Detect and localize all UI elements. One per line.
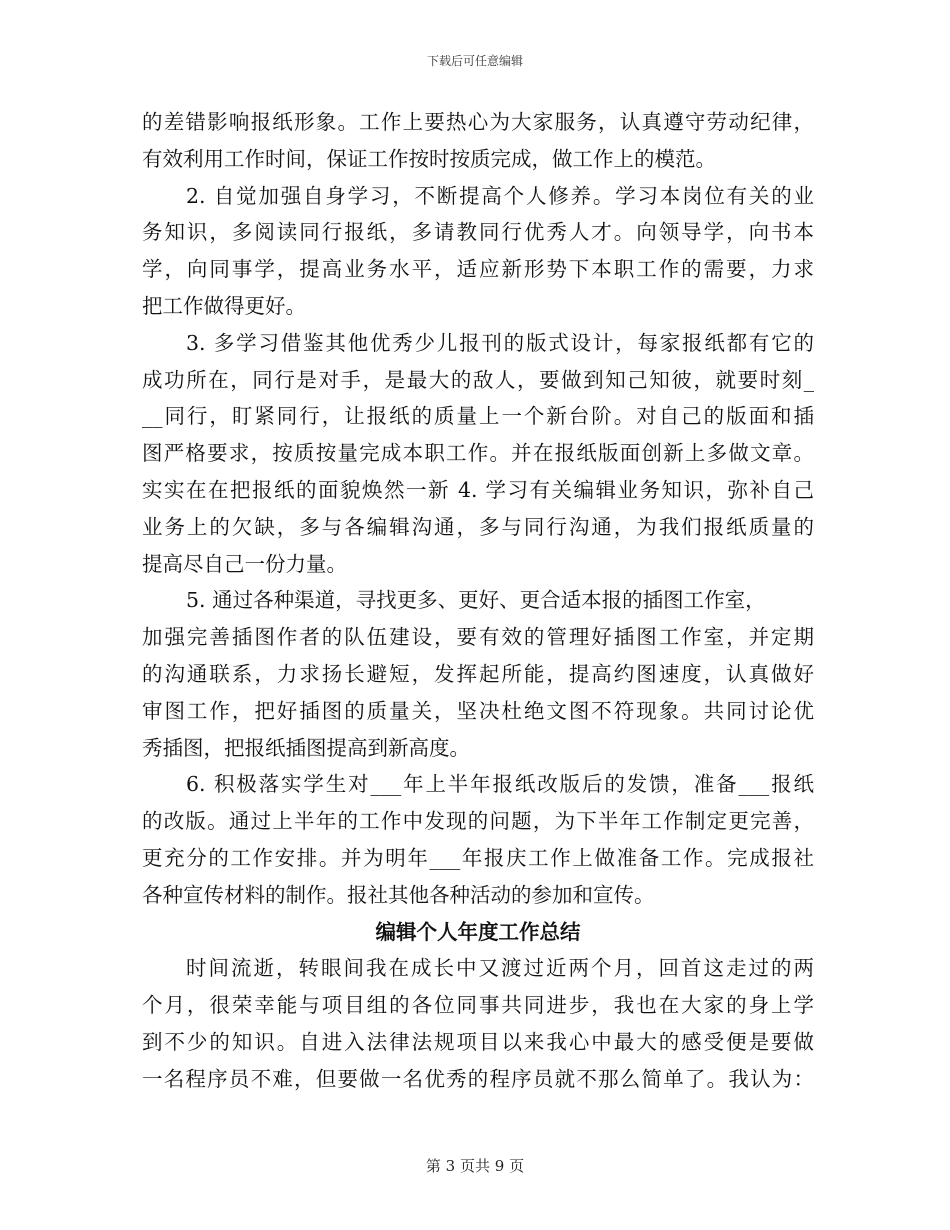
body-line: 秀插图，把报纸插图提高到新高度。: [142, 735, 470, 760]
body-line: 的改版。通过上半年的工作中发现的问题，为下半年工作制定更完善，: [142, 809, 814, 834]
body-line: 2. 自觉加强自身学习，不断提高个人修养。学习本岗位有关的业: [186, 183, 814, 208]
section-title: 编辑个人年度工作总结: [375, 919, 581, 944]
body-line: 图严格要求，按质按量完成本职工作。并在报纸版面创新上多做文章。: [142, 441, 814, 466]
body-line: 学，向同事学，提高业务水平，适应新形势下本职工作的需要，力求: [142, 257, 814, 282]
page-header-note: 下载后可任意编辑: [426, 54, 523, 68]
body-line: 实实在在把报纸的面貌焕然一新 4. 学习有关编辑业务知识，弥补自己: [142, 477, 814, 502]
body-line: 一名程序员不难，但要做一名优秀的程序员就不那么简单了。我认为：: [142, 1066, 814, 1091]
body-line: 业务上的欠缺，多与各编辑沟通，多与同行沟通，为我们报纸质量的: [142, 514, 814, 539]
body-line: 有效利用工作时间，保证工作按时按质完成，做工作上的模范。: [142, 146, 716, 171]
body-line: 的沟通联系，力求扬长避短，发挥起所能，提高约图速度，认真做好: [142, 661, 814, 686]
body-line: __同行，盯紧同行，让报纸的质量上一个新台阶。对自己的版面和插: [142, 404, 814, 429]
body-line: 审图工作，把好插图的质量关，坚决杜绝文图不符现象。共同讨论优: [142, 698, 814, 723]
body-line: 加强完善插图作者的队伍建设，要有效的管理好插图工作室，并定期: [142, 625, 814, 650]
body-line: 6. 积极落实学生对___年上半年报纸改版后的发馈，准备___报纸: [186, 772, 814, 797]
body-line: 更充分的工作安排。并为明年___年报庆工作上做准备工作。完成报社: [142, 845, 814, 870]
body-line: 3. 多学习借鉴其他优秀少儿报刊的版式设计，每家报纸都有它的: [186, 330, 814, 355]
body-line: 的差错影响报纸形象。工作上要热心为大家服务，认真遵守劳动纪律，: [142, 110, 814, 134]
body-line: 把工作做得更好。: [142, 293, 306, 318]
page-number: 第 3 页共 9 页: [425, 1157, 525, 1175]
body-line: 提高尽自己一份力量。: [142, 551, 347, 576]
body-line: 各种宣传材料的制作。报社其他各种活动的参加和宣传。: [142, 882, 655, 907]
body-line: 时间流逝，转眼间我在成长中又渡过近两个月，回首这走过的两: [186, 956, 814, 981]
body-line: 到不少的知识。自进入法律法规项目以来我心中最大的感受便是要做: [142, 1029, 814, 1054]
body-line: 成功所在，同行是对手，是最大的敌人，要做到知己知彼，就要时刻_: [142, 367, 814, 392]
body-line: 5. 通过各种渠道，寻找更多、更好、更合适本报的插图工作室，: [186, 588, 766, 613]
document-body: [142, 104, 814, 1098]
body-line: 个月，很荣幸能与项目组的各位同事共同进步，我也在大家的身上学: [142, 993, 814, 1018]
body-line: 务知识，多阅读同行报纸，多请教同行优秀人才。向领导学，向书本: [142, 220, 814, 245]
